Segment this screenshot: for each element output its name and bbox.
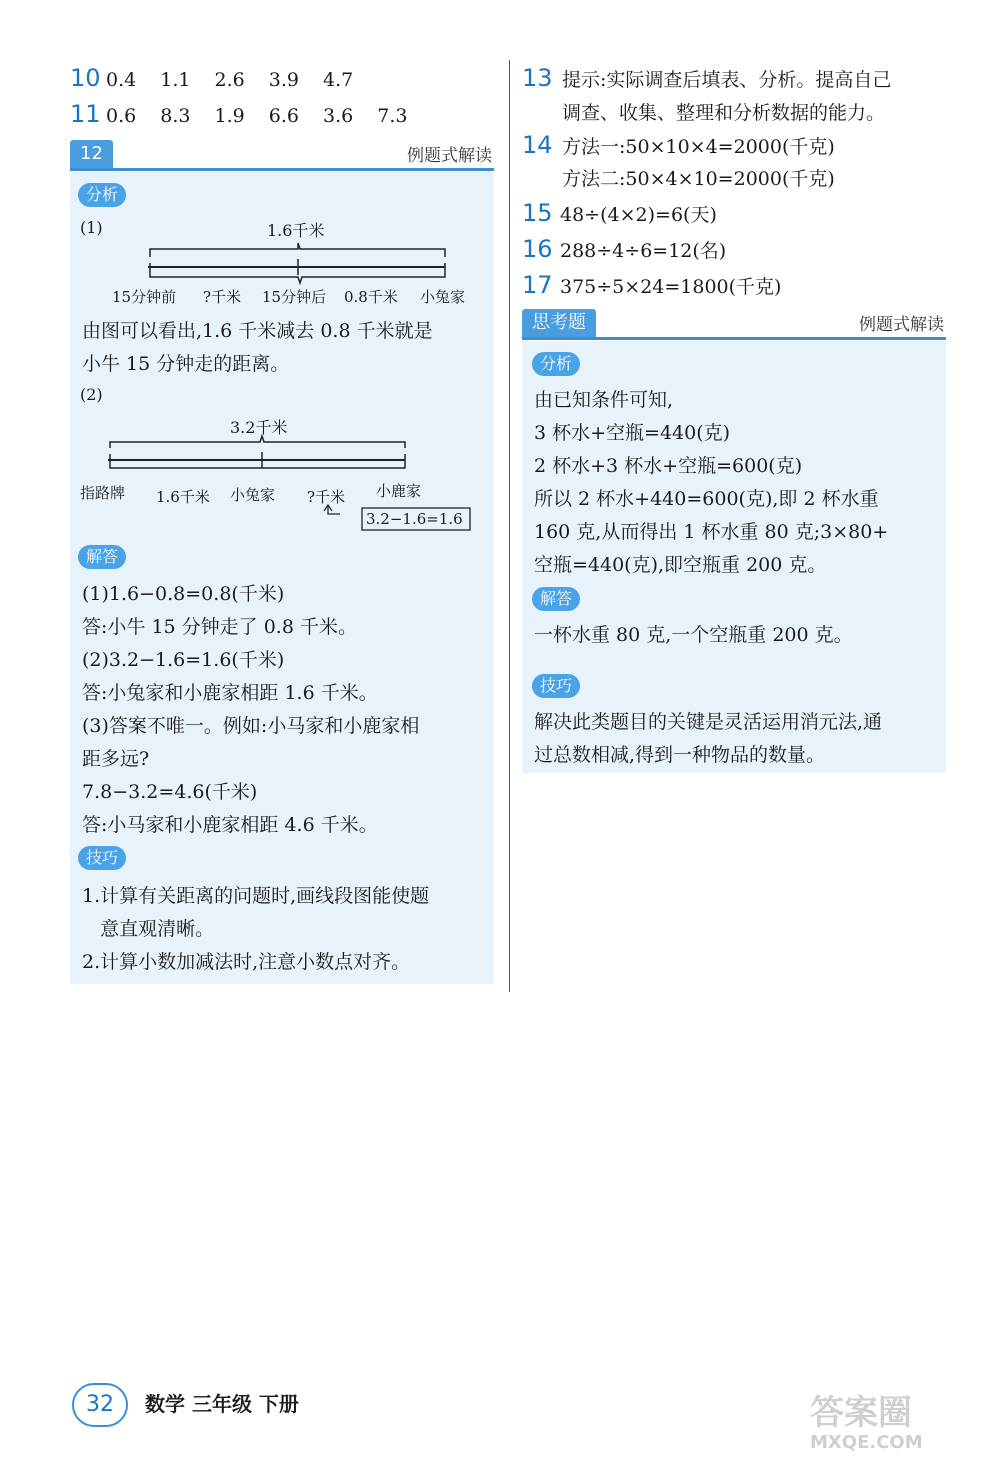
- q17-text: 375÷5×24=1800(千克): [560, 276, 782, 298]
- q14-line-2: 方法二:50×4×10=2000(千克): [562, 168, 835, 190]
- tips-line-2: 意直观清晰。: [82, 918, 215, 940]
- total-brace-1: [150, 243, 445, 257]
- answer-badge: 解答: [78, 545, 126, 569]
- section-tag: 12: [70, 140, 113, 168]
- diagram1-label-3: 15分钟后: [262, 288, 327, 306]
- diagram2-box-text: 3.2−1.6=1.6: [366, 510, 463, 528]
- answer-line-2: 答:小牛 15 分钟走了 0.8 千米。: [82, 616, 357, 638]
- question-number-15: 15: [522, 199, 553, 227]
- question-number-11: 11: [70, 100, 101, 128]
- think-analysis-line-1: 由已知条件可知,: [534, 389, 674, 411]
- answer-values-10: 0.4 1.1 2.6 3.9 4.7: [106, 69, 354, 91]
- diagram2-label-1: 指路牌: [80, 484, 126, 502]
- book-title: 数学 三年级 下册: [145, 1392, 299, 1416]
- question-number-13: 13: [522, 64, 553, 92]
- section-subtitle-think: 例题式解读: [859, 315, 944, 335]
- answer-line-4: 答:小兔家和小鹿家相距 1.6 千米。: [82, 682, 378, 704]
- analysis-text-line-2: 小牛 15 分钟走的距离。: [82, 353, 290, 375]
- q16-text: 288÷4÷6=12(名): [560, 240, 727, 262]
- tips-badge-think: 技巧: [532, 674, 580, 698]
- section-header-12: [70, 138, 494, 171]
- tips-line-1: 1.计算有关距离的问题时,画线段图能使题: [82, 885, 430, 907]
- think-tips-line-2: 过总数相减,得到一种物品的数量。: [534, 744, 826, 766]
- tips-badge: 技巧: [78, 846, 126, 870]
- diagram2-label-2: 1.6千米: [156, 488, 210, 506]
- answer-badge-think: 解答: [532, 587, 580, 611]
- section-tag-think: 思考题: [522, 309, 596, 337]
- diagram1-label-1: 15分钟前: [112, 288, 177, 306]
- watermark-url: MXQE.COM: [810, 1432, 923, 1453]
- tips-line-3: 2.计算小数加减法时,注意小数点对齐。: [82, 951, 411, 973]
- answer-line-8: 答:小马家和小鹿家相距 4.6 千米。: [82, 814, 378, 836]
- diagram2-label-5: 小鹿家: [376, 482, 422, 500]
- diagram1-label-2: ?千米: [203, 288, 242, 306]
- question-number-14: 14: [522, 131, 553, 159]
- watermark-logo: 答案圈: [810, 1393, 912, 1433]
- question-number-17: 17: [522, 271, 553, 299]
- think-analysis-line-2: 3 杯水+空瓶=440(克): [534, 422, 731, 444]
- diagram2-total-label: 3.2千米: [230, 418, 288, 437]
- answer-line-3: (2)3.2−1.6=1.6(千米): [82, 649, 285, 671]
- question-number-10: 10: [70, 64, 101, 92]
- q13-line-2: 调查、收集、整理和分析数据的能力。: [562, 102, 886, 124]
- diagram1-total-label: 1.6千米: [267, 221, 325, 240]
- diagram2-label-3: 小兔家: [230, 486, 276, 504]
- think-analysis-line-6: 空瓶=440(克),即空瓶重 200 克。: [534, 554, 827, 576]
- section-subtitle: 例题式解读: [407, 146, 492, 166]
- analysis-badge: 分析: [78, 183, 126, 207]
- column-divider: [509, 60, 510, 992]
- diagram1-label-5: 小兔家: [420, 288, 466, 306]
- think-tips-line-1: 解决此类题目的关键是灵活运用消元法,通: [534, 711, 883, 733]
- part-label-2: (2): [80, 385, 103, 404]
- answer-line-6: 距多远?: [82, 748, 150, 770]
- answer-values-11: 0.6 8.3 1.9 6.6 3.6 7.3: [106, 105, 408, 127]
- question-number-16: 16: [522, 235, 553, 263]
- diagram2-label-4: ?千米: [307, 488, 346, 506]
- answer-line-7: 7.8−3.2=4.6(千米): [82, 781, 258, 803]
- answer-line-5: (3)答案不唯一。例如:小马家和小鹿家相: [82, 715, 420, 737]
- part-label-1: (1): [80, 218, 103, 237]
- section-header-think: [522, 307, 946, 340]
- think-answer-text: 一杯水重 80 克,一个空瓶重 200 克。: [534, 624, 853, 646]
- q14-line-1: 方法一:50×10×4=2000(千克): [562, 136, 835, 158]
- q13-line-1: 提示:实际调查后填表、分析。提高自己: [562, 69, 892, 91]
- think-analysis-line-3: 2 杯水+3 杯水+空瓶=600(克): [534, 455, 803, 477]
- page-number: 32: [72, 1383, 128, 1427]
- analysis-text-line-1: 由图可以看出,1.6 千米减去 0.8 千米就是: [82, 320, 433, 342]
- analysis-badge-think: 分析: [532, 352, 580, 376]
- think-analysis-line-4: 所以 2 杯水+440=600(克),即 2 杯水重: [534, 488, 879, 510]
- diagram1-label-4: 0.8千米: [344, 288, 398, 306]
- q15-text: 48÷(4×2)=6(天): [560, 204, 717, 226]
- think-analysis-line-5: 160 克,从而得出 1 杯水重 80 克;3×80+: [534, 521, 889, 543]
- answer-line-1: (1)1.6−0.8=0.8(千米): [82, 583, 285, 605]
